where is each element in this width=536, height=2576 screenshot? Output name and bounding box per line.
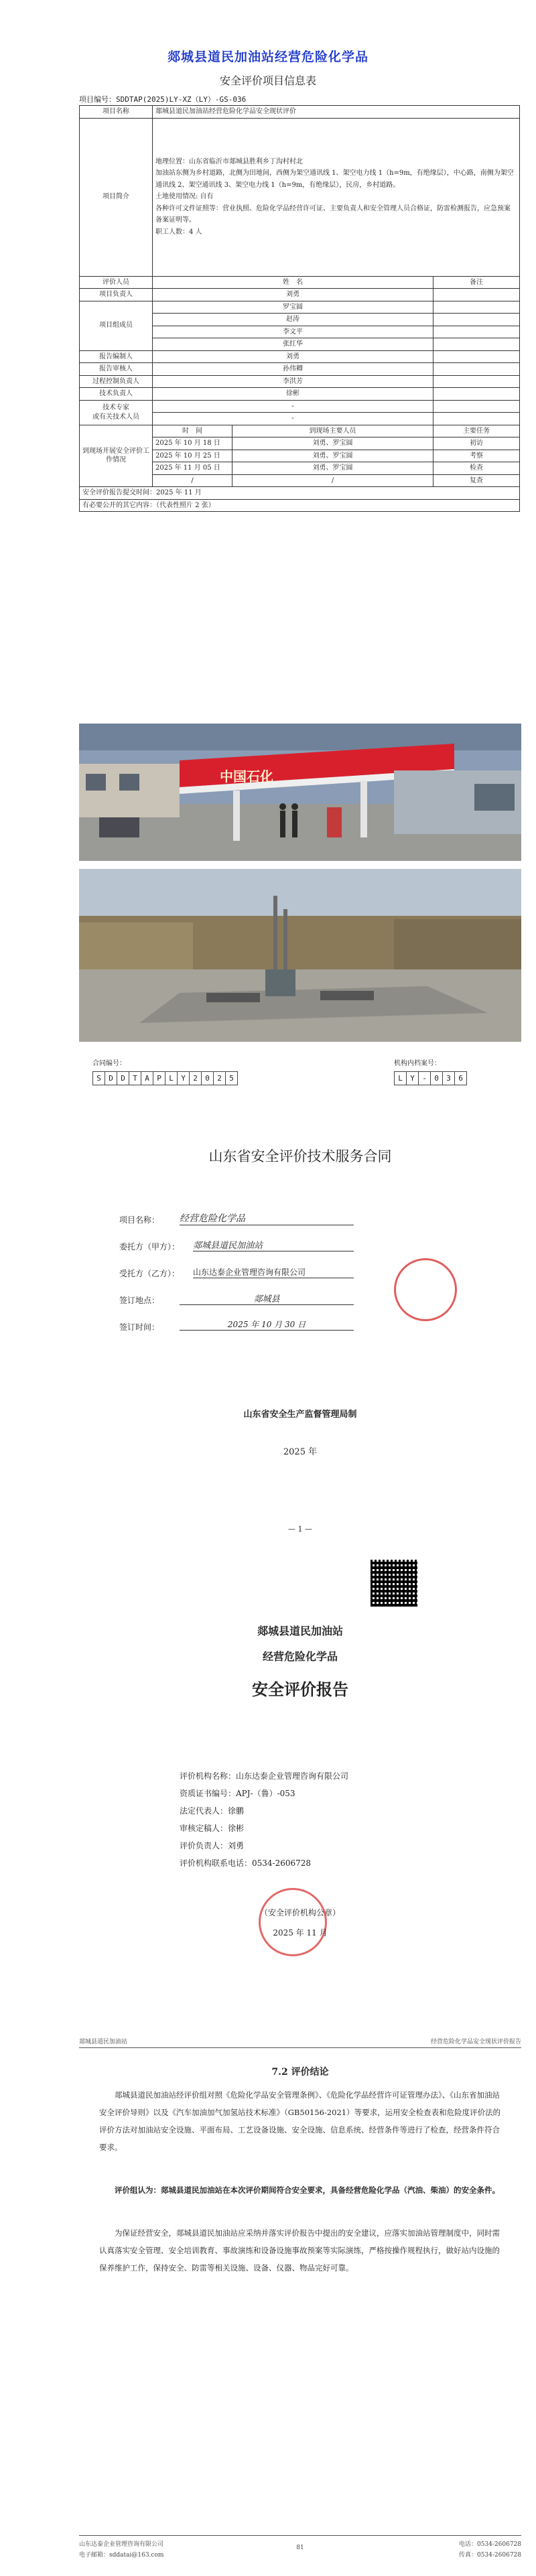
cover-title: 安全评价报告 — [252, 1680, 348, 1699]
agent-value: 山东达泰企业管理咨询有限公司 — [193, 1266, 354, 1278]
intro-value — [153, 118, 520, 276]
contract-project-value: 经营危险化学品 — [180, 1211, 354, 1225]
remark-cell — [433, 301, 520, 314]
remark-cell — [433, 350, 520, 363]
report-cover-page — [79, 1554, 521, 2023]
report-author-name: 刘勇 — [153, 350, 433, 363]
report-reviewer-name: 孙伟卿 — [153, 363, 433, 376]
expert-value: - — [153, 400, 433, 413]
contract-no-char: S — [92, 1071, 105, 1085]
footer-divider — [79, 2535, 521, 2536]
site-header-task: 主要任务 — [433, 425, 520, 437]
footer-email: 电子邮箱：sddatai@163.com — [79, 2552, 164, 2559]
public-other: 有必要公开的其它内容：（代表性照片 2 张） — [80, 499, 520, 512]
conclusion-paragraph: 评价组认为：郯城县道民加油站在本次评价期间符合安全要求，具备经营危险化学品（汽油、柴油）的安全条件。 — [115, 2185, 500, 2195]
record-no-label: 机构内档案号： — [394, 1060, 441, 1067]
leader-name: 刘勇 — [153, 289, 433, 301]
document-subtitle: 安全评价项目信息表 — [219, 74, 316, 87]
site-people: / — [232, 474, 433, 487]
site-date: 2025 年 10 月 25 日 — [153, 450, 232, 462]
remark-cell — [433, 338, 520, 351]
contract-issuer: 山东省安全生产监督管理局制 — [243, 1410, 357, 1420]
intro-line: 职工人数：4 人 — [155, 228, 202, 236]
cover-line1: 郯城县道民加油站 — [257, 1625, 343, 1637]
table-row — [80, 487, 520, 500]
contract-no-char: Y — [177, 1071, 190, 1085]
evaluation-seal — [259, 1888, 327, 1956]
client-value: 郯城县道民加油站 — [193, 1238, 354, 1251]
cover-info-row: 资质证书编号：APJ-（鲁）-053 — [180, 1789, 295, 1798]
member-name: 张红华 — [153, 338, 433, 351]
report-reviewer-label: 报告审核人 — [80, 363, 153, 376]
table-row — [80, 499, 520, 512]
sign-date-value: 2025 年 10 月 30 日 — [180, 1318, 354, 1331]
record-no-boxes — [394, 1071, 466, 1085]
contract-no-char: D — [105, 1071, 117, 1085]
site-task: 检查 — [433, 462, 520, 475]
site-date: / — [153, 474, 232, 487]
leader-label: 项目负责人 — [80, 289, 153, 301]
site-people: 刘勇、罗宝圆 — [232, 462, 433, 475]
footer-fax: 传真：0534-2606728 — [458, 2552, 521, 2559]
footer-tel: 电话：0534-2606728 — [458, 2541, 521, 2548]
contract-no-label: 合同编号： — [92, 1060, 126, 1067]
table-row — [80, 106, 520, 119]
remark-cell — [433, 388, 520, 401]
site-header-time: 时 间 — [153, 425, 232, 437]
cover-line2: 经营危险化学品 — [262, 1650, 338, 1663]
remark-header: 备注 — [433, 276, 520, 289]
remark-cell — [433, 289, 520, 301]
contract-year: 2025 年 — [283, 1447, 318, 1457]
site-task: 复查 — [433, 474, 520, 487]
sign-place-label: 签订地点： — [119, 1296, 160, 1305]
contract-page-number: — 1 — — [288, 1525, 312, 1534]
footer-company: 山东达泰企业管理咨询有限公司 — [79, 2541, 164, 2548]
contract-project-label: 项目名称： — [119, 1215, 160, 1225]
table-row — [80, 301, 520, 314]
conclusion-paragraph: 郯城县道民加油站经评价组对照《危险化学品安全管理条例》、《危险化学品经营许可证管理办法》、《山东省加油站安全评价导则》以及《汽车加油加气加氢站技术标准》（GB50156-2021）等要求，运用安全检查表和危险度评价法的评价方法对加油站安全设施、平面布局、工艺设备设施、安全设施、信息系统、经营条件等进行了检查，经营条件符合要求。 — [99, 2090, 501, 2152]
gas-station-photo — [79, 724, 521, 861]
project-name-value: 郯城县道民加油站经营危险化学品安全现状评价 — [153, 106, 520, 119]
footer-page-number: 81 — [296, 2545, 304, 2551]
contract-no-char: D — [117, 1071, 129, 1085]
tech-name: 徐彬 — [153, 388, 433, 401]
expert-value: - — [153, 413, 433, 425]
remark-cell — [433, 413, 520, 425]
table-row — [80, 363, 520, 376]
record-no-char: 3 — [442, 1071, 455, 1085]
expert-label: 技术专家 或有关技术人员 — [80, 400, 153, 425]
cover-stamp-text: （安全评价机构公章） — [259, 1908, 340, 1917]
tech-label: 技术负责人 — [80, 388, 153, 401]
remark-cell — [433, 375, 520, 388]
sign-date-label: 签订时间： — [119, 1323, 160, 1332]
record-no-char: 6 — [454, 1071, 467, 1085]
site-task: 考察 — [433, 450, 520, 462]
record-no-char: Y — [406, 1071, 419, 1085]
remark-cell — [433, 326, 520, 338]
name-header: 姓 名 — [153, 276, 433, 289]
member-name: 罗宝圆 — [153, 301, 433, 314]
contract-no-char: L — [165, 1071, 178, 1085]
remark-cell — [433, 400, 520, 413]
site-label: 到现场开展安全评价工作情况 — [80, 425, 153, 487]
process-label: 过程控制负责人 — [80, 375, 153, 388]
contract-no-boxes — [92, 1071, 237, 1085]
table-row — [80, 289, 520, 301]
table-row — [80, 350, 520, 363]
agent-label: 受托方（乙方）： — [119, 1269, 180, 1278]
site-header-people: 到现场主要人员 — [232, 425, 433, 437]
site-people: 刘勇、罗宝圆 — [232, 450, 433, 462]
gas-station-illustration — [79, 724, 521, 861]
contract-title: 山东省安全评价技术服务合同 — [208, 1148, 392, 1164]
intro-label: 项目简介 — [80, 118, 153, 276]
site-task: 初访 — [433, 437, 520, 450]
cover-date: 2025 年 11 月 — [273, 1928, 328, 1938]
table-row — [80, 118, 520, 276]
station-sign: 中国石化 — [220, 768, 273, 785]
conclusion-header-left: 郯城县道民加油站 — [79, 2039, 128, 2045]
submit-time: 安全评价报告提交时间：2025 年 11 月 — [80, 487, 520, 500]
table-row — [80, 388, 520, 401]
contract-no-char: 0 — [201, 1071, 214, 1085]
process-name: 李洪芳 — [153, 375, 433, 388]
eval-staff-label: 评价人员 — [80, 276, 153, 289]
intro-line: 土地使用情况: 自有 — [155, 193, 214, 201]
contract-no-char: T — [129, 1071, 141, 1085]
record-no-char: L — [394, 1071, 407, 1085]
contract-no-char: 2 — [189, 1071, 202, 1085]
cover-info-row: 审核定稿人：徐彬 — [180, 1824, 245, 1833]
tank-area-illustration — [79, 869, 521, 1042]
remark-cell — [433, 314, 520, 326]
contract-no-char: P — [153, 1071, 165, 1085]
table-row — [80, 276, 520, 289]
contract-no-char: A — [141, 1071, 153, 1085]
conclusion-paragraph: 为保证经营安全，郯城县道民加油站应采纳并落实评价报告中提出的安全建议，应落实加油站管理制度中，同时需认真落实安全管理、安全培训教育、事故演练和设备设施事故预案等实际演练，严格按操作规程执行，做好站内设施的保养维护工作，保持安全、防雷等相关设施、设备、仪器、物品完好可靠。 — [99, 2228, 500, 2273]
contract-no-char: 5 — [225, 1071, 238, 1085]
site-people: 刘勇、罗宝圆 — [232, 437, 433, 450]
cover-info-row: 评价机构名称：山东达泰企业管理咨询有限公司 — [180, 1771, 349, 1781]
info-table — [79, 105, 520, 512]
contract-page — [79, 1052, 521, 1551]
company-seal — [394, 1258, 457, 1321]
project-name-label: 项目名称 — [80, 106, 153, 119]
site-date: 2025 年 11 月 05 日 — [153, 462, 232, 475]
qr-code-icon — [371, 1560, 417, 1607]
cover-info-row: 评价负责人：刘勇 — [180, 1841, 245, 1850]
record-no-char: 0 — [430, 1071, 443, 1085]
remark-cell — [433, 363, 520, 376]
client-label: 委托方（甲方）： — [119, 1242, 180, 1251]
sign-place-value: 郯城县 — [180, 1292, 354, 1305]
cover-info — [180, 1767, 348, 1872]
member-name: 李文平 — [153, 326, 433, 338]
member-name: 赵涛 — [153, 314, 433, 326]
contract-no-char: 2 — [213, 1071, 226, 1085]
intro-line: 地理位置：山东省临沂市郯城县胜利乡丁沟村村北 — [155, 157, 303, 165]
table-row — [80, 400, 520, 413]
intro-line: 各种许可文件证照等：营业执照、危险化学品经营许可证、主要负责人和安全管理人员合格证，防雷检测报告，应急预案备案证明等。 — [155, 204, 511, 224]
header-divider — [79, 2047, 521, 2048]
conclusion-heading: 7.2 评价结论 — [271, 2067, 329, 2078]
report-author-label: 报告编制人 — [80, 350, 153, 363]
conclusion-page — [79, 2030, 521, 2566]
intro-line: 加油站东侧为乡村道路，北侧为田地间，西侧为架空通讯线 1、架空电力线 1（h=9m，有绝缘层），中心路，南侧为架空通讯线 2、架空通讯线 3、架空电力线 1（h=9m，有绝缘层），民房，乡村道路。 — [155, 170, 514, 189]
conclusion-header-right: 经营危险化学品安全现状评价报告 — [430, 2039, 521, 2045]
cover-info-row: 法定代表人：徐鹏 — [180, 1806, 245, 1816]
members-label: 项目组成员 — [80, 301, 153, 350]
site-date: 2025 年 10 月 18 日 — [153, 437, 232, 450]
cover-info-row: 评价机构联系电话：0534-2606728 — [180, 1858, 312, 1868]
record-no-char: - — [418, 1071, 431, 1085]
project-number: 项目编号：SDDTAP(2025)LY-XZ（LY）-GS-036 — [79, 95, 247, 104]
tank-area-photo — [79, 869, 521, 1042]
table-row — [80, 425, 520, 437]
document-title: 郯城县道民加油站经营危险化学品 — [167, 50, 368, 64]
table-row — [80, 375, 520, 388]
